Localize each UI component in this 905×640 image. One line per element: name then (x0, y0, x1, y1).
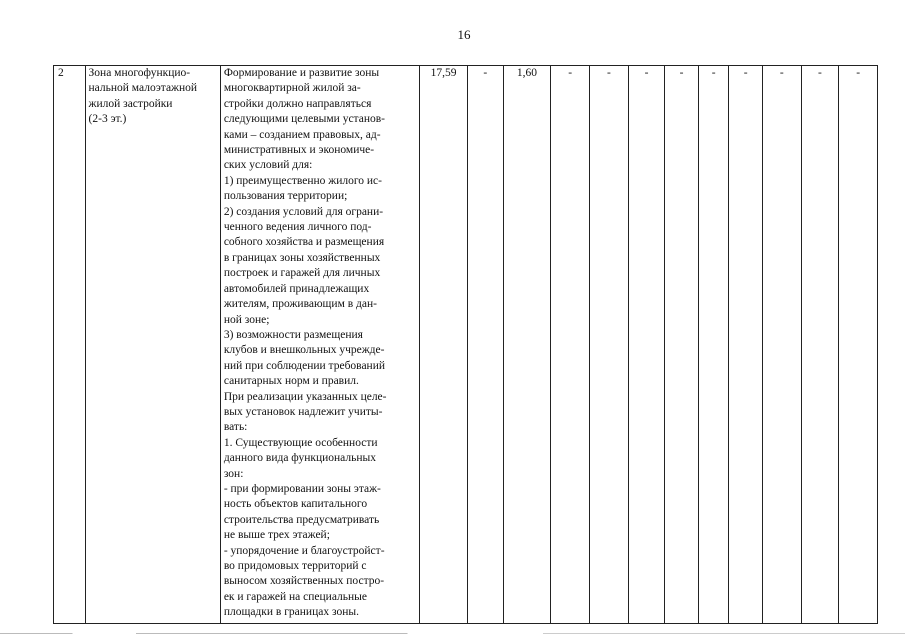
description-line: собного хозяйства и размещения (223, 236, 385, 249)
description-line: При реализации указанных целе- (223, 390, 387, 403)
description-line: 1. Существующие особенности (223, 436, 378, 449)
description-line: вать: (223, 421, 248, 434)
value-cell-9: - (729, 66, 763, 624)
zone-description-cell (220, 66, 419, 624)
description-line: - упорядочение и благоустройст- (223, 544, 385, 557)
value-cell-5: - (590, 66, 629, 624)
description-line: министративных и экономиче- (223, 144, 375, 157)
description-line: ками – созданием правовых, ад- (223, 128, 381, 141)
description-line: 3) возможности размещения (223, 328, 363, 341)
description-line: ченного ведения личного под- (223, 221, 372, 234)
value-cell-11: - (801, 66, 839, 624)
description-line: данного вида функциональных (223, 452, 377, 465)
description-line: многоквартирной жилой за- (223, 82, 361, 95)
description-line: 2) создания условий для ограни- (223, 205, 384, 218)
description-line: выносом хозяйственных постро- (223, 575, 385, 588)
description-line: строительства предусматривать (223, 513, 380, 526)
description-line: ной зоне; (223, 313, 270, 326)
description-line: зон: (223, 467, 244, 480)
description-line: Формирование и развитие зоны (223, 67, 380, 79)
description-line: пользования территории; (223, 190, 348, 203)
zone-name-line: Зона многофункцио- (88, 67, 191, 79)
value-cell-7: - (665, 66, 699, 624)
row-index: 2 (54, 66, 86, 624)
value-cell-8: - (698, 66, 729, 624)
zone-name-line: (2-3 эт.) (88, 113, 127, 126)
description-line: следующими целевыми установ- (223, 113, 385, 126)
value-cell-10: - (762, 66, 801, 624)
description-line: построек и гаражей для личных (223, 267, 381, 280)
description-line: санитарных норм и правил. (223, 375, 359, 388)
description-line: автомобилей принадлежащих (223, 282, 370, 295)
zone-name-line: нальной малоэтажной (88, 82, 198, 95)
value-cell-6: - (628, 66, 665, 624)
description-line: не выше трех этажей; (223, 529, 330, 542)
description-line: ний при соблюдении требований (223, 359, 386, 372)
bottom-rule (0, 633, 905, 634)
description-line: в границах зоны хозяйственных (223, 251, 381, 264)
description-line: жителям, проживающим в дан- (223, 298, 377, 311)
zone-table (53, 65, 878, 624)
description-line: - при формировании зоны этаж- (223, 482, 381, 495)
description-line: ек и гаражей на специальные (223, 590, 368, 603)
description-line: стройки должно направляться (223, 97, 372, 110)
description-line: вых установок надлежит учиты- (223, 405, 383, 418)
description-line: ность объектов капитального (223, 498, 368, 511)
table-row (54, 66, 878, 624)
zone-name-cell (85, 66, 220, 624)
description-line: 1) преимущественно жилого ис- (223, 174, 382, 187)
value-cell-3: 1,60 (503, 66, 551, 624)
description-line: во придомовых территорий с (223, 560, 367, 572)
description-line: площадки в границах зоны. (223, 606, 359, 619)
zone-name-line: жилой застройки (88, 97, 173, 110)
value-cell-1: 17,59 (420, 66, 468, 624)
description-line: клубов и внешкольных учрежде- (223, 344, 385, 357)
value-cell-12: - (839, 66, 878, 624)
value-cell-4: - (551, 66, 590, 624)
value-cell-2: - (468, 66, 504, 624)
page-number: 16 (457, 27, 471, 42)
description-line: ских условий для: (223, 159, 313, 172)
